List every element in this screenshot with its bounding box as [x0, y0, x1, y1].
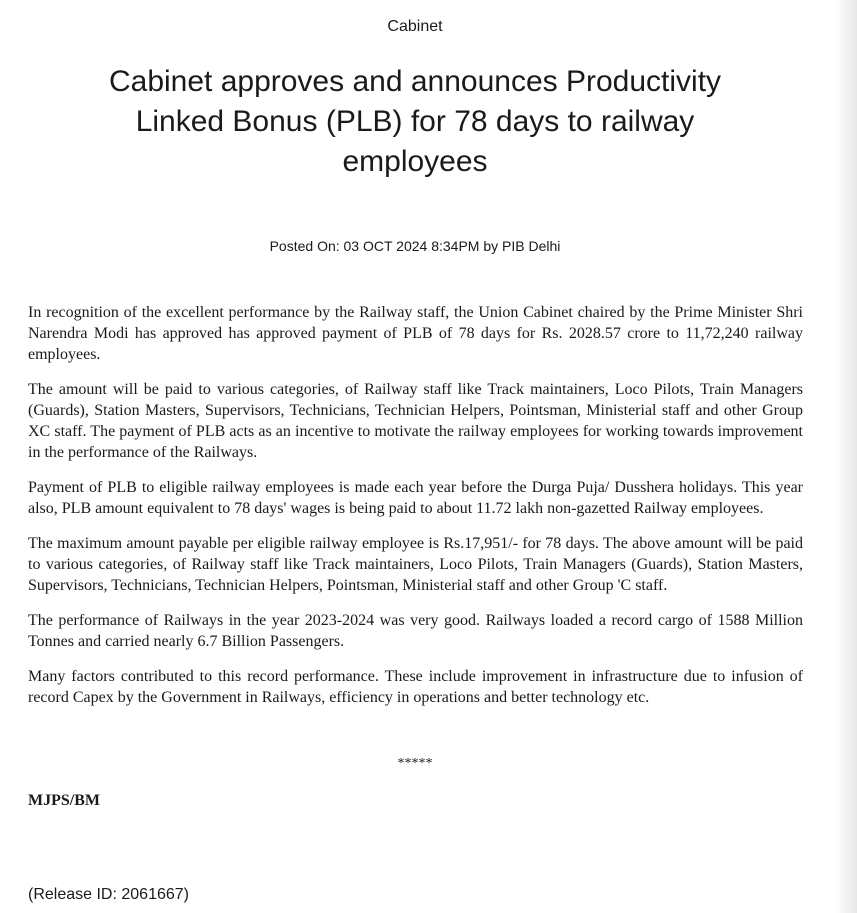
title-line: Cabinet approves and announces Productivity — [108, 65, 722, 98]
press-release-title — [40, 62, 790, 182]
release-id: (Release ID: 2061667) — [28, 886, 189, 903]
body-paragraph: Payment of PLB to eligible railway employees is made each year before the Durga Puja/ Dusshera holidays. This year also, PLB amount equivalent to 78 days' wages is being paid to about 11.72 lakh non-gazetted Railway employees. — [28, 479, 803, 517]
title-line: Linked Bonus (PLB) for 78 days to railway — [135, 105, 695, 138]
posted-on-line: Posted On: 03 OCT 2024 8:34PM by PIB Delhi — [269, 238, 561, 254]
release-body — [28, 302, 803, 722]
body-paragraph: The performance of Railways in the year 2023-2024 was very good. Railways loaded a record cargo of 1588 Million Tonnes and carried nearly 6.7 Billion Passengers. — [28, 612, 803, 650]
section-separator: ***** — [397, 756, 433, 771]
body-paragraph: The amount will be paid to various categories, of Railway staff like Track maintainers, Loco Pilots, Train Managers (Guards), Station Masters, Supervisors, Technicians, Technician Helpers, Pointsman, Ministerial staff and other Group XC staff. The payment of PLB acts as an incentive to motivate the railway employees for working towards improvement in the performance of the Railways. — [28, 381, 803, 461]
signature-initials: MJPS/BM — [28, 792, 100, 809]
body-paragraph: Many factors contributed to this record performance. These include improvement in infrastructure due to infusion of record Capex by the Government in Railways, efficiency in operations and better technology etc. — [28, 668, 803, 706]
body-paragraph: The maximum amount payable per eligible railway employee is Rs.17,951/- for 78 days. The above amount will be paid to various categories, of Railway staff like Track maintainers, Loco Pilots, Train Managers (Guards), Station Masters, Supervisors, Technicians, Technician Helpers, Pointsman, Ministerial staff and other Group 'C staff. — [28, 535, 803, 594]
ministry-label: Cabinet — [387, 18, 443, 35]
title-line: employees — [342, 145, 488, 178]
body-paragraph: In recognition of the excellent performance by the Railway staff, the Union Cabinet chaired by the Prime Minister Shri Narendra Modi has approved has approved payment of PLB of 78 days for Rs. 2028.57 crore to 11,72,240 railway employees. — [28, 304, 803, 363]
photo-edge-shadow — [835, 0, 857, 913]
